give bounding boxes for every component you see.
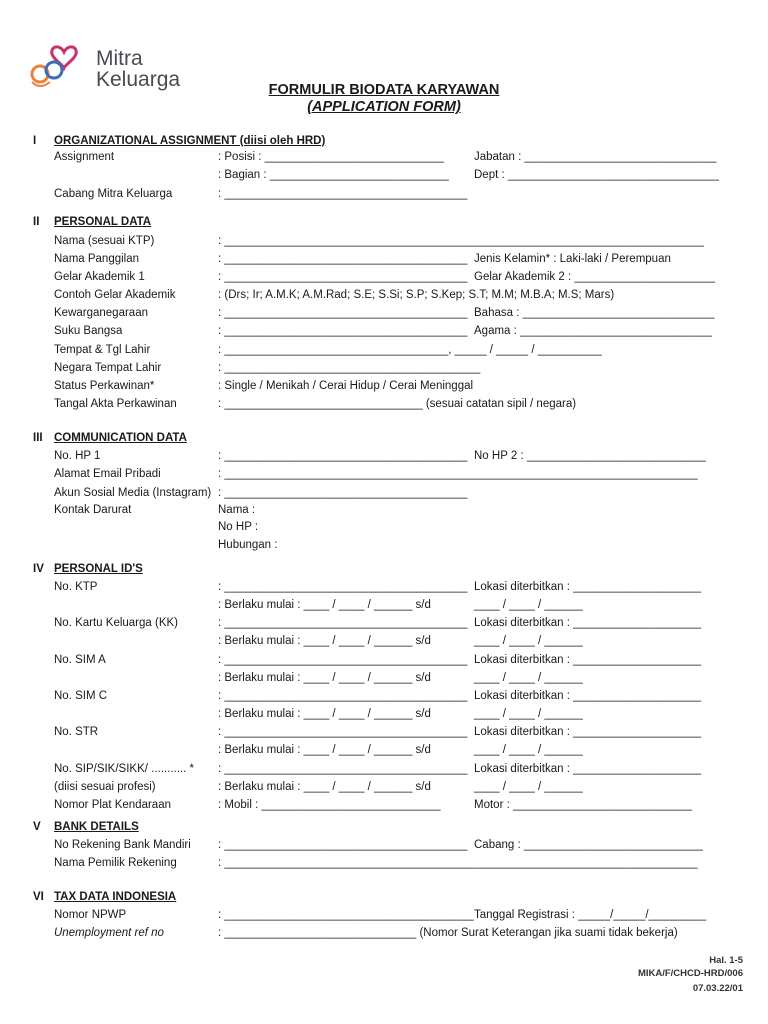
lokasi-field[interactable]: Lokasi diterbitkan : ____________________ bbox=[474, 654, 701, 666]
section-title: PERSONAL ID'S bbox=[54, 563, 143, 575]
section-number: II bbox=[33, 216, 40, 228]
section-number: VI bbox=[33, 891, 44, 903]
form-row bbox=[0, 909, 768, 925]
berlaku-field[interactable]: : Berlaku mulai : ____ / ____ / ______ s/d bbox=[218, 708, 431, 720]
field-label: Contoh Gelar Akademik bbox=[54, 289, 176, 301]
field-label: Cabang Mitra Keluarga bbox=[54, 188, 173, 200]
field-label: Kewarganegaraan bbox=[54, 307, 148, 319]
form-row bbox=[0, 857, 768, 873]
footer-page: Hal. 1-5 bbox=[709, 955, 743, 966]
until-field[interactable]: ____ / ____ / ______ bbox=[474, 744, 583, 756]
form-row bbox=[0, 380, 768, 396]
form-row bbox=[0, 188, 768, 204]
field-label: Unemployment ref no bbox=[54, 927, 164, 939]
form-row bbox=[0, 927, 768, 943]
form-row bbox=[0, 617, 768, 633]
field-label: No. SIP/SIK/SIKK/ ........... * bbox=[54, 763, 194, 775]
npwp-field[interactable]: : _______________________________________ bbox=[218, 909, 474, 921]
field-label: No. Kartu Keluarga (KK) bbox=[54, 617, 179, 629]
field-label: No Rekening Bank Mandiri bbox=[54, 839, 191, 851]
negara-field[interactable]: : ________________________________________ bbox=[218, 362, 481, 374]
section-number: III bbox=[33, 432, 43, 444]
form-row bbox=[0, 271, 768, 287]
section-title: ORGANIZATIONAL ASSIGNMENT (diisi oleh HRD) bbox=[54, 135, 326, 147]
section-number: IV bbox=[33, 563, 44, 575]
form-row bbox=[0, 253, 768, 269]
field-label: Nama (sesuai KTP) bbox=[54, 235, 155, 247]
berlaku-field[interactable]: : Berlaku mulai : ____ / ____ / ______ s/d bbox=[218, 672, 431, 684]
field-label: Kontak Darurat bbox=[54, 504, 132, 516]
form-subtitle: (APPLICATION FORM) bbox=[307, 99, 461, 115]
field-label: Akun Sosial Media (Instagram) bbox=[54, 487, 212, 499]
until-field[interactable]: ____ / ____ / ______ bbox=[474, 708, 583, 720]
form-row bbox=[0, 450, 768, 466]
rekening-field[interactable]: : ______________________________________ bbox=[218, 839, 468, 851]
hp2-field[interactable]: No HP 2 : ____________________________ bbox=[474, 450, 706, 462]
field-label: Negara Tempat Lahir bbox=[54, 362, 162, 374]
field-label: Tempat & Tgl Lahir bbox=[54, 344, 151, 356]
posisi-field[interactable]: : Posisi : ____________________________ bbox=[218, 151, 444, 163]
akta-field[interactable]: : _______________________________ (sesuai catatan sipil / negara) bbox=[218, 398, 577, 410]
status-field[interactable]: : Single / Menikah / Cerai Hidup / Cerai Meninggal bbox=[218, 380, 474, 392]
section-title: TAX DATA INDONESIA bbox=[54, 891, 177, 903]
form-row bbox=[0, 325, 768, 341]
section-title: COMMUNICATION DATA bbox=[54, 432, 187, 444]
logo-line-1: Mitra bbox=[96, 47, 143, 70]
ttl-field[interactable]: : ___________________________________, _____ / _____ / __________ bbox=[218, 344, 602, 356]
field-label: No. KTP bbox=[54, 581, 98, 593]
form-row bbox=[0, 744, 768, 760]
hp1-field[interactable]: : ______________________________________ bbox=[218, 450, 468, 462]
tanggal-registrasi-field[interactable]: Tanggal Registrasi : _____/_____/_________ bbox=[474, 909, 707, 921]
jabatan-field[interactable]: Jabatan : ______________________________ bbox=[474, 151, 717, 163]
form-row bbox=[0, 487, 768, 503]
field-label: Alamat Email Pribadi bbox=[54, 468, 161, 480]
darurat-hubungan-field[interactable]: Hubungan : bbox=[218, 539, 278, 551]
suku-field[interactable]: : ______________________________________ bbox=[218, 325, 468, 337]
form-row bbox=[0, 289, 768, 305]
form-row bbox=[0, 398, 768, 414]
sima-field[interactable]: : ______________________________________ bbox=[218, 654, 468, 666]
section-number: V bbox=[33, 821, 41, 833]
form-row bbox=[0, 708, 768, 724]
form-row bbox=[0, 307, 768, 323]
field-label: Tangal Akta Perkawinan bbox=[54, 398, 177, 410]
form-row bbox=[0, 581, 768, 597]
form-row bbox=[0, 169, 768, 185]
form-row bbox=[0, 362, 768, 378]
lokasi-field[interactable]: Lokasi diterbitkan : ____________________ bbox=[474, 726, 701, 738]
field-label: Nama Panggilan bbox=[54, 253, 140, 265]
field-label: (diisi sesuai profesi) bbox=[54, 781, 156, 793]
until-field[interactable]: ____ / ____ / ______ bbox=[474, 672, 583, 684]
kewarganegaraan-field[interactable]: : ______________________________________ bbox=[218, 307, 468, 319]
contoh-gelar-text: : (Drs; Ir; A.M.K; A.M.Rad; S.E; S.Si; S.P; S.Kep; S.T; M.M; M.B.A; M.S; Mars) bbox=[218, 289, 615, 301]
field-label: Nomor NPWP bbox=[54, 909, 127, 921]
lokasi-field[interactable]: Lokasi diterbitkan : ____________________ bbox=[474, 690, 701, 702]
field-label: No. SIM C bbox=[54, 690, 108, 702]
agama-field[interactable]: Agama : ______________________________ bbox=[474, 325, 712, 337]
form-row bbox=[0, 539, 768, 555]
simc-field[interactable]: : ______________________________________ bbox=[218, 690, 468, 702]
kk-field[interactable]: : ______________________________________ bbox=[218, 617, 468, 629]
form-row bbox=[0, 763, 768, 779]
lokasi-field[interactable]: Lokasi diterbitkan : ____________________ bbox=[474, 617, 701, 629]
field-label: No. SIM A bbox=[54, 654, 106, 666]
field-label: Suku Bangsa bbox=[54, 325, 123, 337]
berlaku-field[interactable]: : Berlaku mulai : ____ / ____ / ______ s/d bbox=[218, 781, 431, 793]
field-label: No. STR bbox=[54, 726, 99, 738]
sosmed-field[interactable]: : ______________________________________ bbox=[218, 487, 468, 499]
darurat-hp-field[interactable]: No HP : bbox=[218, 521, 259, 533]
panggilan-field[interactable]: : ______________________________________ bbox=[218, 253, 468, 265]
until-field[interactable]: ____ / ____ / ______ bbox=[474, 599, 583, 611]
form-row bbox=[0, 151, 768, 167]
form-title: FORMULIR BIODATA KARYAWAN bbox=[268, 82, 500, 98]
form-row bbox=[0, 468, 768, 484]
ktp-field[interactable]: : ______________________________________ bbox=[218, 581, 468, 593]
berlaku-field[interactable]: : Berlaku mulai : ____ / ____ / ______ s/d bbox=[218, 635, 431, 647]
logo-line-2: Keluarga bbox=[96, 68, 181, 91]
lokasi-field[interactable]: Lokasi diterbitkan : ____________________ bbox=[474, 763, 701, 775]
gelar2-field[interactable]: Gelar Akademik 2 : ______________________ bbox=[474, 271, 716, 283]
footer-date: 07.03.22/01 bbox=[692, 983, 743, 994]
field-label: Nomor Plat Kendaraan bbox=[54, 799, 171, 811]
footer-code: MIKA/F/CHCD-HRD/006 bbox=[637, 968, 743, 979]
form-row bbox=[0, 235, 768, 251]
jenis-kelamin-field[interactable]: Jenis Kelamin* : Laki-laki / Perempuan bbox=[474, 253, 671, 265]
form-row bbox=[0, 344, 768, 360]
field-label: Status Perkawinan* bbox=[54, 380, 155, 392]
form-row bbox=[0, 839, 768, 855]
form-row bbox=[0, 599, 768, 615]
field-label: No. HP 1 bbox=[54, 450, 101, 462]
field-label: Nama Pemilik Rekening bbox=[54, 857, 177, 869]
section-number: I bbox=[33, 135, 37, 147]
bagian-field[interactable]: : Bagian : ____________________________ bbox=[218, 169, 449, 181]
until-field[interactable]: ____ / ____ / ______ bbox=[474, 781, 583, 793]
nama-field[interactable]: : ___________________________________________________________________________ bbox=[218, 235, 705, 247]
form-row bbox=[0, 504, 768, 520]
cabang-field[interactable]: : ______________________________________ bbox=[218, 188, 468, 200]
bahasa-field[interactable]: Bahasa : ______________________________ bbox=[474, 307, 715, 319]
section-title: BANK DETAILS bbox=[54, 821, 139, 833]
form-row bbox=[0, 726, 768, 742]
motor-field[interactable]: Motor : ____________________________ bbox=[474, 799, 693, 811]
form-row bbox=[0, 799, 768, 815]
lokasi-field[interactable]: Lokasi diterbitkan : ____________________ bbox=[474, 581, 701, 593]
dept-field[interactable]: Dept : _________________________________ bbox=[474, 169, 719, 181]
mobil-field[interactable]: : Mobil : ____________________________ bbox=[218, 799, 441, 811]
form-row bbox=[0, 690, 768, 706]
gelar1-field[interactable]: : ______________________________________ bbox=[218, 271, 468, 283]
pemilik-field[interactable]: : __________________________________________________________________________ bbox=[218, 857, 698, 869]
until-field[interactable]: ____ / ____ / ______ bbox=[474, 635, 583, 647]
email-field[interactable]: : __________________________________________________________________________ bbox=[218, 468, 698, 480]
field-label: Assignment bbox=[54, 151, 115, 163]
cabang-bank-field[interactable]: Cabang : ____________________________ bbox=[474, 839, 703, 851]
berlaku-field[interactable]: : Berlaku mulai : ____ / ____ / ______ s/d bbox=[218, 744, 431, 756]
section-title: PERSONAL DATA bbox=[54, 216, 152, 228]
form-row bbox=[0, 781, 768, 797]
form-row bbox=[0, 635, 768, 651]
berlaku-field[interactable]: : Berlaku mulai : ____ / ____ / ______ s/d bbox=[218, 599, 431, 611]
darurat-nama-field[interactable]: Nama : bbox=[218, 504, 256, 516]
form-row bbox=[0, 654, 768, 670]
unemployment-field[interactable]: : ______________________________ (Nomor Surat Keterangan jika suami tidak bekerja) bbox=[218, 927, 678, 939]
sip-field[interactable]: : ______________________________________ bbox=[218, 763, 468, 775]
str-field[interactable]: : ______________________________________ bbox=[218, 726, 468, 738]
field-label: Gelar Akademik 1 bbox=[54, 271, 145, 283]
form-row bbox=[0, 521, 768, 537]
form-row bbox=[0, 672, 768, 688]
